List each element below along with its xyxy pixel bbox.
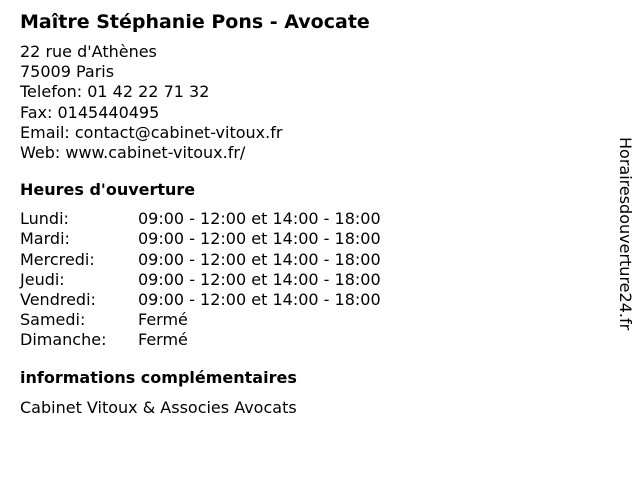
day-label: Lundi: [20,209,69,229]
address-city: 75009 Paris [20,62,115,82]
info-text: Cabinet Vitoux & Associes Avocats [20,397,297,417]
hours-heading: Heures d'ouverture [20,180,196,200]
hours-row-dimanche [20,330,600,350]
day-label: Samedi: [20,310,86,330]
day-label: Mercredi: [20,249,95,269]
business-name: Maître Stéphanie Pons - Avocate [20,11,370,33]
info-heading: informations complémentaires [20,367,297,387]
site-watermark: Horairesdouverture24.fr [616,137,635,331]
time-value: 09:00 - 12:00 et 14:00 - 18:00 [138,269,381,289]
email-address: Email: contact@cabinet-vitoux.fr [20,122,283,142]
time-value: Fermé [138,330,188,350]
hours-row-samedi [20,310,600,330]
day-label: Dimanche: [20,330,107,350]
hours-table [20,209,600,350]
time-value: 09:00 - 12:00 et 14:00 - 18:00 [138,209,381,229]
hours-row-vendredi [20,290,600,310]
address-street: 22 rue d'Athènes [20,42,157,61]
fax-number: Fax: 0145440495 [20,102,160,122]
website: Web: www.cabinet-vitoux.fr/ [20,143,246,163]
contact-block [20,42,600,163]
hours-row-mercredi [20,250,600,270]
day-label: Jeudi: [20,269,65,289]
phone-number: Telefon: 01 42 22 71 32 [20,82,210,102]
hours-row-mardi [20,229,600,249]
business-card [20,10,600,418]
time-value: Fermé [138,310,188,330]
hours-row-jeudi [20,270,600,290]
time-value: 09:00 - 12:00 et 14:00 - 18:00 [138,249,381,269]
hours-row-lundi [20,209,600,229]
day-label: Mardi: [20,229,70,249]
time-value: 09:00 - 12:00 et 14:00 - 18:00 [138,290,381,310]
day-label: Vendredi: [20,290,96,310]
time-value: 09:00 - 12:00 et 14:00 - 18:00 [138,229,381,249]
